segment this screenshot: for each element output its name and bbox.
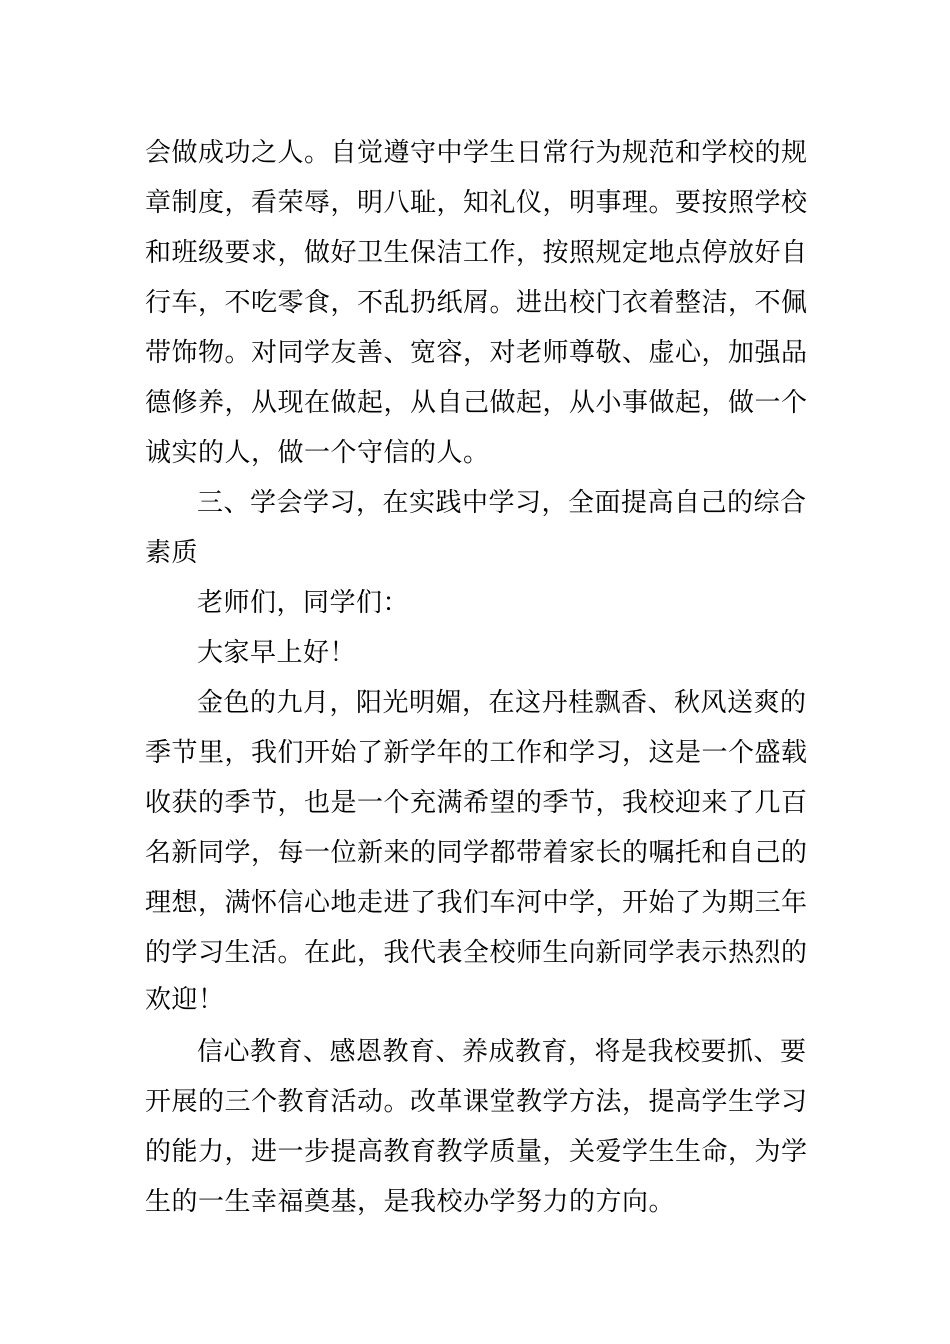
greeting: 大家早上好！ <box>197 638 357 668</box>
text-line: 信心教育、感恩教育、养成教育，将是我校要抓、要 <box>197 1037 807 1067</box>
text-line: 章制度，看荣辱，明八耻，知礼仪，明事理。要按照学校 <box>145 188 808 218</box>
text-line: 理想，满怀信心地走进了我们车河中学，开始了为期三年 <box>145 888 808 918</box>
text-line: 德修养，从现在做起，从自己做起，从小事做起，做一个 <box>145 388 808 418</box>
text-line: 开展的三个教育活动。改革课堂教学方法，提高学生学习 <box>145 1087 808 1117</box>
salutation: 老师们，同学们： <box>197 588 410 618</box>
text-line: 的能力，进一步提高教育教学质量，关爱学生生命，为学 <box>145 1137 808 1167</box>
text-line: 诚实的人，做一个守信的人。 <box>145 438 490 468</box>
text-line: 生的一生幸福奠基，是我校办学努力的方向。 <box>145 1187 676 1217</box>
text-line: 季节里，我们开始了新学年的工作和学习，这是一个盛载 <box>145 738 808 768</box>
section-heading-line: 三、学会学习，在实践中学习，全面提高自己的综合 <box>197 488 807 518</box>
text-line: 带饰物。对同学友善、宽容，对老师尊敬、虚心，加强品 <box>145 338 808 368</box>
section-heading-line: 素质 <box>145 538 199 568</box>
text-line: 欢迎！ <box>145 985 225 1015</box>
text-line: 的学习生活。在此，我代表全校师生向新同学表示热烈的 <box>145 938 808 968</box>
text-line: 金色的九月，阳光明媚，在这丹桂飘香、秋风送爽的 <box>197 688 807 718</box>
text-line: 会做成功之人。自觉遵守中学生日常行为规范和学校的规 <box>145 138 808 168</box>
text-line: 收获的季节，也是一个充满希望的季节，我校迎来了几百 <box>145 788 808 818</box>
text-line: 和班级要求，做好卫生保洁工作，按照规定地点停放好自 <box>145 238 808 268</box>
text-line: 行车，不吃零食，不乱扔纸屑。进出校门衣着整洁，不佩 <box>145 288 808 318</box>
text-line: 名新同学，每一位新来的同学都带着家长的嘱托和自己的 <box>145 838 808 868</box>
